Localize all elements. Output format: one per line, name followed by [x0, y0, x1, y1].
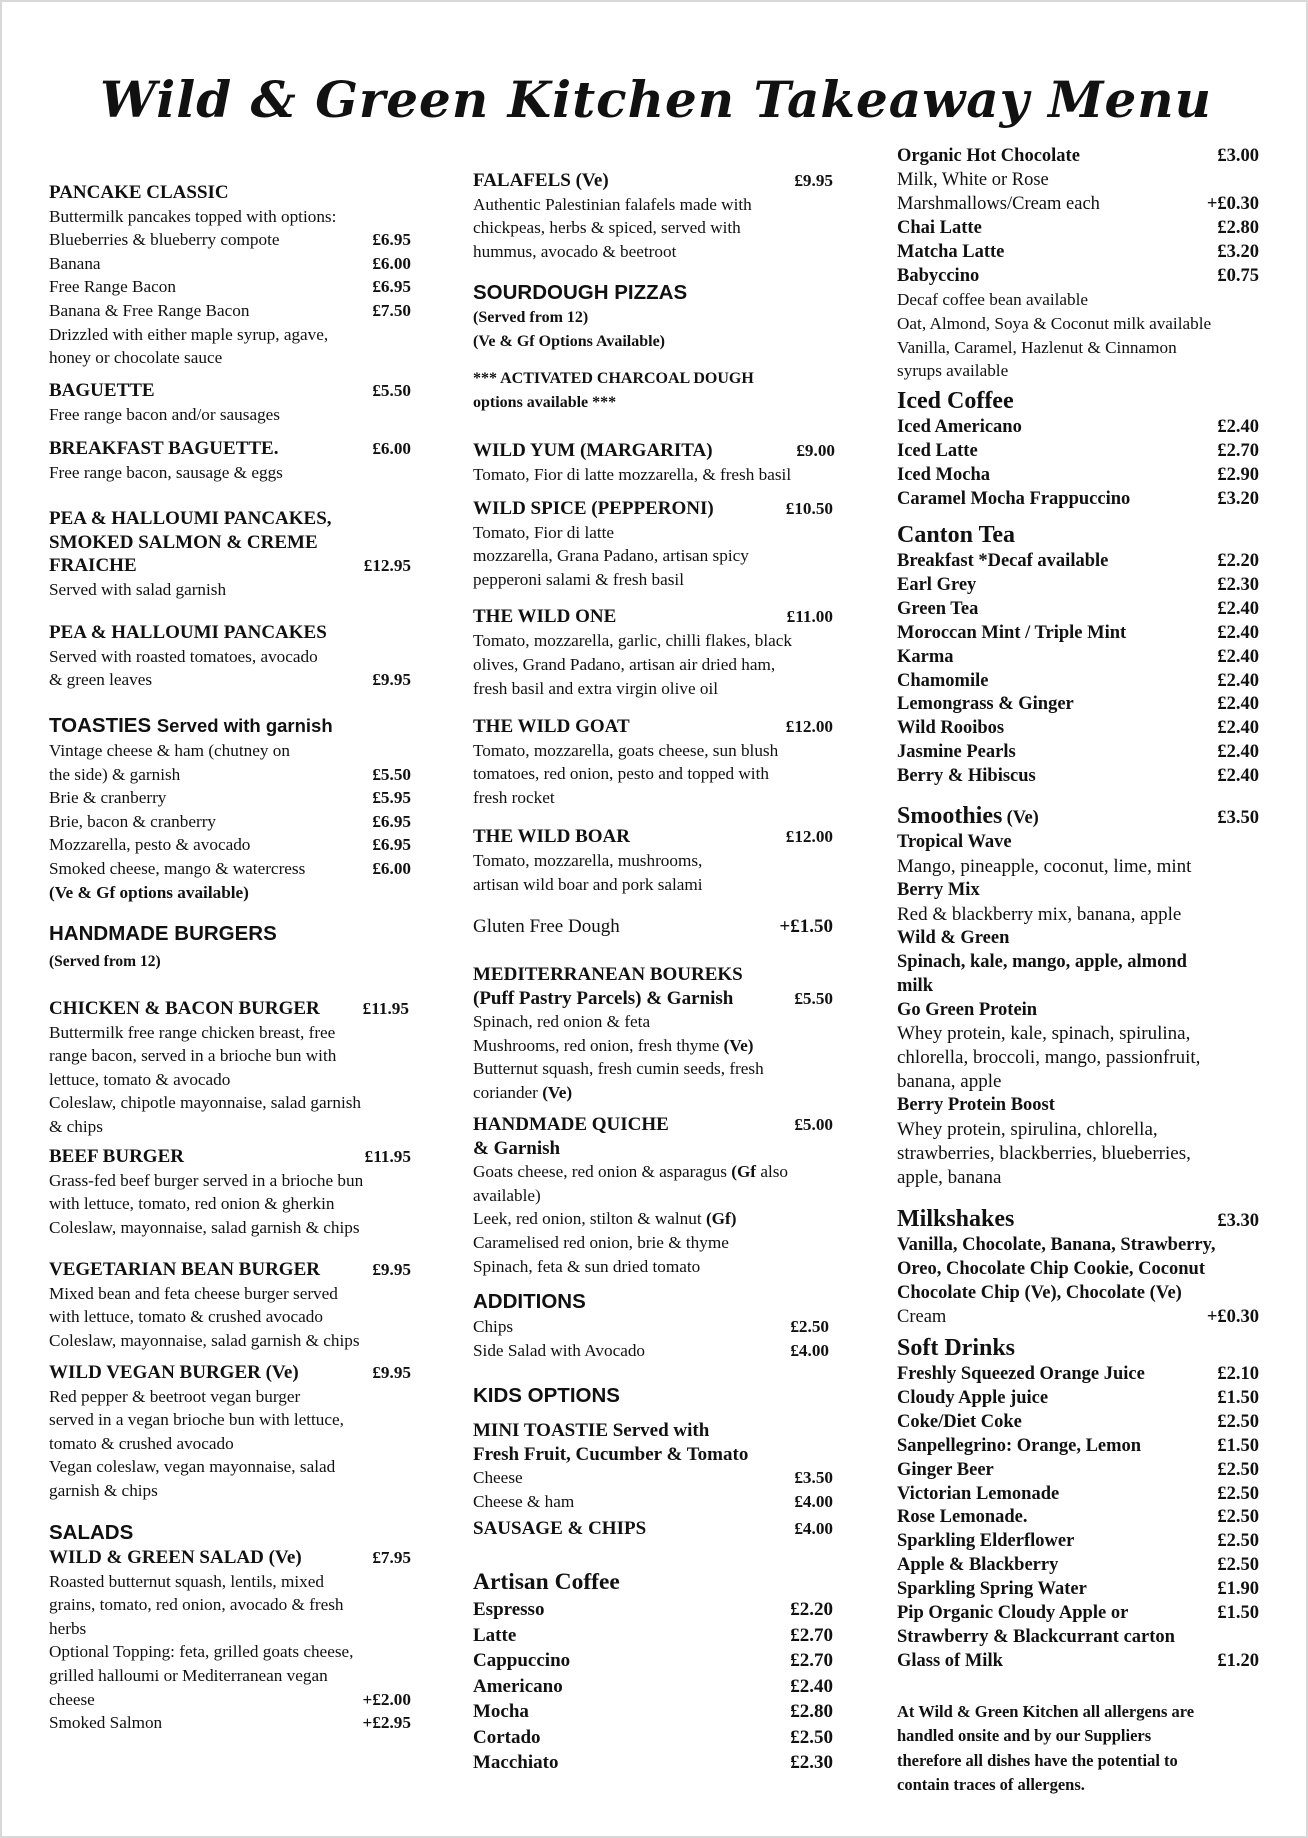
- item-description: Whey protein, kale, spinach, spirulina,: [897, 1023, 1191, 1045]
- item-name: BAGUETTE: [49, 380, 155, 401]
- item-name: PEA & HALLOUMI PANCAKES,: [49, 508, 332, 529]
- item-price: £3.50: [1217, 808, 1259, 828]
- pizza-wild-boar: [473, 825, 833, 897]
- item-name: WILD VEGAN BURGER (Ve): [49, 1362, 299, 1383]
- item-price: £5.50: [372, 381, 411, 400]
- item-description: fresh basil and extra virgin olive oil: [473, 679, 719, 699]
- section-heading: Iced Coffee: [897, 388, 1014, 414]
- menu-option: Glass of Milk £1.20: [897, 1650, 1259, 1671]
- section-heading: Artisan Coffee: [473, 1569, 620, 1595]
- item-name: VEGETARIAN BEAN BURGER: [49, 1259, 320, 1280]
- menu-option: Mozzarella, pesto & avocado £6.95: [49, 835, 411, 855]
- menu-option: Lemongrass & Ginger £2.40: [897, 694, 1259, 715]
- section-heading: PANCAKE CLASSIC: [49, 182, 229, 203]
- section-subheading: (Served from 12): [473, 309, 589, 326]
- item-note: syrups available: [897, 361, 1009, 381]
- charcoal-note: options available ***: [473, 393, 617, 411]
- allergen-line: contain traces of allergens.: [897, 1774, 1085, 1794]
- item-name: THE WILD GOAT: [473, 716, 630, 737]
- menu-option: Breakfast *Decaf available £2.20: [897, 551, 1259, 571]
- menu-option: Macchiato £2.30: [473, 1752, 833, 1773]
- charcoal-note: *** ACTIVATED CHARCOAL DOUGH: [473, 370, 754, 388]
- item-note: honey or chocolate sauce: [49, 348, 223, 368]
- item-description: with lettuce, tomato & crushed avocado: [49, 1307, 323, 1327]
- chicken-burger-item: [49, 997, 411, 1139]
- menu-option: Chamomile £2.40: [897, 670, 1259, 691]
- item-description: Coleslaw, chipotle mayonnaise, salad garnish: [49, 1093, 362, 1113]
- menu-option: Moroccan Mint / Triple Mint £2.40: [897, 622, 1259, 643]
- menu-option: Karma £2.40: [897, 646, 1259, 667]
- item-description: strawberries, blackberries, blueberries,: [897, 1143, 1191, 1165]
- item-description: Milk, White or Rose: [897, 169, 1049, 190]
- item-description: coriander (Ve): [473, 1082, 573, 1102]
- menu-option: Cream +£0.30: [897, 1306, 1259, 1327]
- item-description: tomatoes, red onion, pesto and topped with: [473, 764, 769, 784]
- item-price: £9.95: [372, 670, 411, 690]
- canton-tea-section: [897, 520, 1259, 789]
- menu-option: Chai Latte £2.80: [897, 217, 1259, 238]
- iced-coffee-section: [897, 386, 1259, 512]
- menu-option: Espresso £2.20: [473, 1599, 833, 1620]
- item-price: £7.95: [372, 1548, 411, 1567]
- item-price: +£1.50: [779, 916, 833, 937]
- gluten-free-dough: [473, 915, 833, 939]
- kids-section: [473, 1383, 833, 1541]
- item-name: Spinach, kale, mango, apple, almond: [897, 951, 1187, 972]
- item-description: Whey protein, spirulina, chlorella,: [897, 1119, 1158, 1141]
- menu-option: Banana & Free Range Bacon £7.50: [49, 300, 411, 320]
- item-name: Wild & Green: [897, 927, 1010, 948]
- breakfast-baguette-item: [49, 437, 411, 484]
- menu-option: Sanpellegrino: Orange, Lemon £1.50: [897, 1435, 1259, 1456]
- item-description: Tomato, Fior di latte mozzarella, & fresh basil: [473, 464, 792, 484]
- item-name: BREAKFAST BAGUETTE.: [49, 438, 279, 459]
- veg-burger-item: [49, 1258, 411, 1352]
- menu-option: Matcha Latte £3.20: [897, 241, 1259, 262]
- item-price: £12.00: [785, 717, 833, 736]
- toasties-section: [49, 713, 411, 904]
- item-description: pepperoni salami & fresh basil: [473, 569, 684, 589]
- section-heading: KIDS OPTIONS: [473, 1384, 620, 1407]
- item-description: Red & blackberry mix, banana, apple: [897, 903, 1182, 925]
- item-name: Berry Protein Boost: [897, 1095, 1055, 1116]
- item-name: FRAICHE: [49, 555, 137, 577]
- item-description: apple, banana: [897, 1167, 1002, 1189]
- item-description: Caramelised red onion, brie & thyme: [473, 1232, 729, 1252]
- hot-drinks-section: [897, 145, 1259, 383]
- item-description: herbs: [49, 1618, 87, 1638]
- menu-option: Rose Lemonade. £2.50: [897, 1507, 1259, 1528]
- item-description: grains, tomato, red onion, avocado & fresh: [49, 1595, 344, 1615]
- item-description: Buttermilk pancakes topped with options:: [49, 206, 337, 226]
- item-description: Leek, red onion, stilton & walnut (Gf): [473, 1209, 737, 1229]
- pea-salmon-item: [49, 507, 411, 601]
- item-name: Strawberry & Blackcurrant carton: [897, 1626, 1175, 1647]
- item-description: Buttermilk free range chicken breast, free: [49, 1022, 336, 1042]
- item-name: MEDITERRANEAN BOUREKS: [473, 964, 743, 985]
- item-description: chickpeas, herbs & spiced, served with: [473, 218, 741, 238]
- item-price: £11.95: [364, 1147, 411, 1166]
- smoothies-section: [897, 801, 1259, 1190]
- pizza-wild-one: [473, 605, 833, 702]
- pancake-section: [49, 181, 411, 370]
- item-name: THE WILD BOAR: [473, 826, 630, 847]
- menu-option: Chips £2.50: [473, 1317, 829, 1336]
- menu-option: Babyccino £0.75: [897, 265, 1259, 286]
- item-price: £11.95: [362, 999, 409, 1018]
- menu-option: the side) & garnish £5.50: [49, 764, 411, 784]
- menu-option: Cheese £3.50: [473, 1468, 833, 1488]
- menu-option: Earl Grey £2.30: [897, 574, 1259, 595]
- menu-option: Cortado £2.50: [473, 1726, 833, 1748]
- item-description: & green leaves: [49, 670, 153, 690]
- item-description: Red pepper & beetroot vegan burger: [49, 1386, 301, 1406]
- item-description: grilled halloumi or Mediterranean vegan: [49, 1665, 328, 1685]
- menu-option: Freshly Squeezed Orange Juice £2.10: [897, 1364, 1259, 1384]
- falafels-item: [473, 169, 833, 263]
- menu-option: Iced Americano £2.40: [897, 417, 1259, 437]
- item-description: Grass-fed beef burger served in a brioche bun: [49, 1170, 364, 1190]
- item-description: garnish & chips: [49, 1480, 158, 1500]
- item-name: Go Green Protein: [897, 999, 1038, 1020]
- item-description: lettuce, tomato & avocado: [49, 1069, 231, 1089]
- allergen-line: handled onsite and by our Suppliers: [897, 1726, 1152, 1746]
- item-description: Tomato, Fior di latte: [473, 522, 615, 542]
- item-description: Tomato, mozzarella, goats cheese, sun blush: [473, 740, 779, 760]
- item-description: Free range bacon, sausage & eggs: [49, 462, 283, 482]
- section-heading: Canton Tea: [897, 522, 1016, 548]
- menu-option: Smoked Salmon +£2.95: [49, 1713, 411, 1733]
- item-name: Tropical Wave: [897, 832, 1012, 852]
- boureks-item: [473, 963, 833, 1105]
- item-description: range bacon, served in a brioche bun with: [49, 1046, 337, 1066]
- item-name: PEA & HALLOUMI PANCAKES: [49, 622, 327, 643]
- item-description: banana, apple: [897, 1071, 1002, 1093]
- item-description: & chips: [49, 1116, 103, 1136]
- item-name: SMOKED SALMON & CREME: [49, 531, 318, 553]
- pizzas-section: [473, 280, 833, 414]
- item-price: £9.95: [794, 171, 833, 190]
- menu-option: Smoked cheese, mango & watercress £6.00: [49, 858, 411, 878]
- menu-option: Ginger Beer £2.50: [897, 1459, 1259, 1480]
- item-name: Berry Mix: [897, 879, 980, 900]
- item-description: Tomato, mozzarella, garlic, chilli flakes, black: [473, 630, 793, 650]
- item-description: Butternut squash, fresh cumin seeds, fresh: [473, 1059, 764, 1079]
- item-description: Spinach, red onion & feta: [473, 1012, 651, 1032]
- item-note: Oat, Almond, Soya & Coconut milk available: [897, 314, 1212, 334]
- menu-option: Mocha £2.80: [473, 1701, 833, 1722]
- item-price: £3.00: [1217, 146, 1259, 166]
- menu-option: Marshmallows/Cream each +£0.30: [897, 193, 1259, 214]
- section-heading: SALADS: [49, 1521, 134, 1544]
- additions-section: [473, 1289, 833, 1362]
- item-description: Vintage cheese & ham (chutney on: [49, 741, 290, 760]
- item-description: Chocolate Chip (Ve), Chocolate (Ve): [897, 1282, 1182, 1303]
- menu-option: Berry & Hibiscus £2.40: [897, 766, 1259, 787]
- item-description: Coleslaw, mayonnaise, salad garnish & chips: [49, 1330, 360, 1350]
- item-description: Free range bacon and/or sausages: [49, 404, 280, 424]
- item-name: WILD YUM (MARGARITA): [473, 440, 713, 461]
- item-name: CHICKEN & BACON BURGER: [49, 998, 320, 1019]
- menu-option: Sparkling Elderflower £2.50: [897, 1531, 1259, 1552]
- item-description: Served with salad garnish: [49, 579, 227, 599]
- item-price: £12.00: [785, 827, 833, 846]
- pizza-wild-spice: [473, 497, 833, 591]
- item-description: Vegan coleslaw, vegan mayonnaise, salad: [49, 1457, 336, 1477]
- item-name: FALAFELS (Ve): [473, 170, 609, 191]
- section-heading: Soft Drinks: [897, 1335, 1016, 1361]
- item-description: Mushrooms, red onion, fresh thyme (Ve): [473, 1035, 754, 1055]
- vegan-burger-item: [49, 1361, 411, 1503]
- pizza-wild-yum: [473, 439, 833, 486]
- menu-option: Iced Mocha £2.90: [897, 464, 1259, 485]
- section-subheading: (Served from 12): [49, 953, 161, 970]
- milkshakes-section: [897, 1204, 1259, 1330]
- allergen-notice: [897, 1700, 1259, 1797]
- item-description: Oreo, Chocolate Chip Cookie, Coconut: [897, 1258, 1205, 1279]
- item-description: artisan wild boar and pork salami: [473, 875, 703, 894]
- item-price: £11.00: [786, 607, 833, 626]
- section-heading: TOASTIES Served with garnish: [49, 714, 333, 737]
- section-heading: SOURDOUGH PIZZAS: [473, 281, 688, 304]
- menu-option: Banana £6.00: [49, 253, 411, 273]
- menu-option: Side Salad with Avocado £4.00: [473, 1340, 829, 1360]
- item-name: WILD & GREEN SALAD (Ve): [49, 1547, 302, 1568]
- item-name: Fresh Fruit, Cucumber & Tomato: [473, 1443, 749, 1465]
- coffee-section: [473, 1567, 833, 1776]
- menu-option: Brie, bacon & cranberry £6.95: [49, 811, 411, 831]
- menu-option: Latte £2.70: [473, 1624, 833, 1646]
- item-description: Mango, pineapple, coconut, lime, mint: [897, 855, 1192, 877]
- item-price: £10.50: [785, 499, 833, 518]
- section-heading: Milkshakes: [897, 1206, 1015, 1232]
- salads-section: [49, 1520, 411, 1735]
- item-description: with lettuce, tomato, red onion & gherkin: [49, 1194, 335, 1214]
- quiche-item: [473, 1113, 833, 1278]
- item-name: HANDMADE QUICHE: [473, 1114, 669, 1135]
- item-description: Goats cheese, red onion & asparagus (Gf also: [473, 1162, 789, 1182]
- item-name: Organic Hot Chocolate: [897, 146, 1080, 166]
- menu-option: Coke/Diet Coke £2.50: [897, 1411, 1259, 1432]
- item-note: Vanilla, Caramel, Hazlenut & Cinnamon: [897, 337, 1177, 357]
- item-description: tomato & crushed avocado: [49, 1433, 234, 1453]
- options-note: (Ve & Gf options available): [49, 882, 249, 902]
- item-description: Tomato, mozzarella, mushrooms,: [473, 850, 703, 870]
- item-description: Roasted butternut squash, lentils, mixed: [49, 1571, 324, 1591]
- menu-option: Wild Rooibos £2.40: [897, 718, 1259, 739]
- item-description: fresh rocket: [473, 787, 555, 807]
- menu-option: Pip Organic Cloudy Apple or £1.50: [897, 1603, 1259, 1624]
- pizza-wild-goat: [473, 715, 833, 809]
- item-note: Decaf coffee bean available: [897, 290, 1089, 310]
- pea-pancake-item: [49, 621, 411, 692]
- item-price: £6.00: [372, 439, 411, 458]
- item-name: BEEF BURGER: [49, 1146, 184, 1167]
- menu-option: Cheese & ham £4.00: [473, 1491, 833, 1511]
- item-description: mozzarella, Grana Padano, artisan spicy: [473, 546, 749, 566]
- menu-option: SAUSAGE & CHIPS £4.00: [473, 1518, 833, 1540]
- item-description: hummus, avocado & beetroot: [473, 241, 677, 261]
- section-heading: Smoothies (Ve): [897, 803, 1039, 829]
- allergen-line: At Wild & Green Kitchen all allergens are: [897, 1702, 1195, 1721]
- item-description: served in a vegan brioche bun with lettuce,: [49, 1410, 344, 1430]
- menu-option: Cappuccino £2.70: [473, 1650, 833, 1671]
- burgers-section: [49, 921, 411, 974]
- menu-title: Wild & Green Kitchen Takeaway Menu: [100, 70, 1212, 129]
- menu-option: Apple & Blackberry £2.50: [897, 1555, 1259, 1576]
- item-description: Vanilla, Chocolate, Banana, Strawberry,: [897, 1235, 1216, 1255]
- section-subheading: (Ve & Gf Options Available): [473, 332, 666, 350]
- item-price: £9.95: [372, 1363, 411, 1382]
- item-name: WILD SPICE (PEPPERONI): [473, 498, 714, 519]
- item-price: £5.50: [794, 988, 833, 1008]
- item-description: Coleslaw, mayonnaise, salad garnish & chips: [49, 1217, 360, 1237]
- soft-drinks-section: [897, 1333, 1259, 1674]
- item-price: £12.95: [363, 556, 411, 576]
- menu-option: Jasmine Pearls £2.40: [897, 742, 1259, 763]
- baguette-item: [49, 379, 411, 426]
- section-heading: ADDITIONS: [473, 1290, 586, 1313]
- menu-option: Cloudy Apple juice £1.50: [897, 1387, 1259, 1408]
- beef-burger-item: [49, 1145, 411, 1239]
- item-description: available): [473, 1185, 541, 1205]
- menu-option: Iced Latte £2.70: [897, 440, 1259, 461]
- item-name: (Puff Pastry Parcels) & Garnish: [473, 987, 734, 1009]
- item-name: & Garnish: [473, 1137, 561, 1159]
- menu-option: Sparkling Spring Water £1.90: [897, 1579, 1259, 1600]
- item-name: MINI TOASTIE Served with: [473, 1420, 710, 1441]
- item-description: Spinach, feta & sun dried tomato: [473, 1256, 701, 1276]
- menu-option: Blueberries & blueberry compote £6.95: [49, 230, 411, 250]
- menu-option: Americano £2.40: [473, 1675, 833, 1697]
- item-name: Gluten Free Dough: [473, 916, 620, 937]
- item-description: Mixed bean and feta cheese burger served: [49, 1283, 338, 1303]
- item-description: Authentic Palestinian falafels made with: [473, 194, 752, 214]
- item-description: chlorella, broccoli, mango, passionfruit,: [897, 1047, 1201, 1069]
- allergen-line: therefore all dishes have the potential to: [897, 1750, 1178, 1770]
- item-name: THE WILD ONE: [473, 606, 617, 627]
- item-description: Optional Topping: feta, grilled goats cheese,: [49, 1642, 354, 1662]
- item-description: Served with roasted tomatoes, avocado: [49, 646, 318, 666]
- item-name: milk: [897, 975, 933, 996]
- item-price: £9.95: [372, 1260, 411, 1279]
- menu-option: Caramel Mocha Frappuccino £3.20: [897, 488, 1259, 509]
- menu-option: Victorian Lemonade £2.50: [897, 1483, 1259, 1504]
- menu-option: Free Range Bacon £6.95: [49, 277, 411, 297]
- item-price: £9.00: [796, 441, 835, 460]
- menu-option: cheese +£2.00: [49, 1689, 411, 1709]
- item-note: Drizzled with either maple syrup, agave,: [49, 324, 329, 344]
- menu-option: Green Tea £2.40: [897, 598, 1259, 619]
- item-description: olives, Grand Padano, artisan air dried ham,: [473, 655, 776, 674]
- menu-option: Brie & cranberry £5.95: [49, 788, 411, 808]
- item-price: £3.30: [1217, 1211, 1259, 1231]
- item-price: £5.00: [794, 1115, 833, 1134]
- section-heading: HANDMADE BURGERS: [49, 922, 277, 945]
